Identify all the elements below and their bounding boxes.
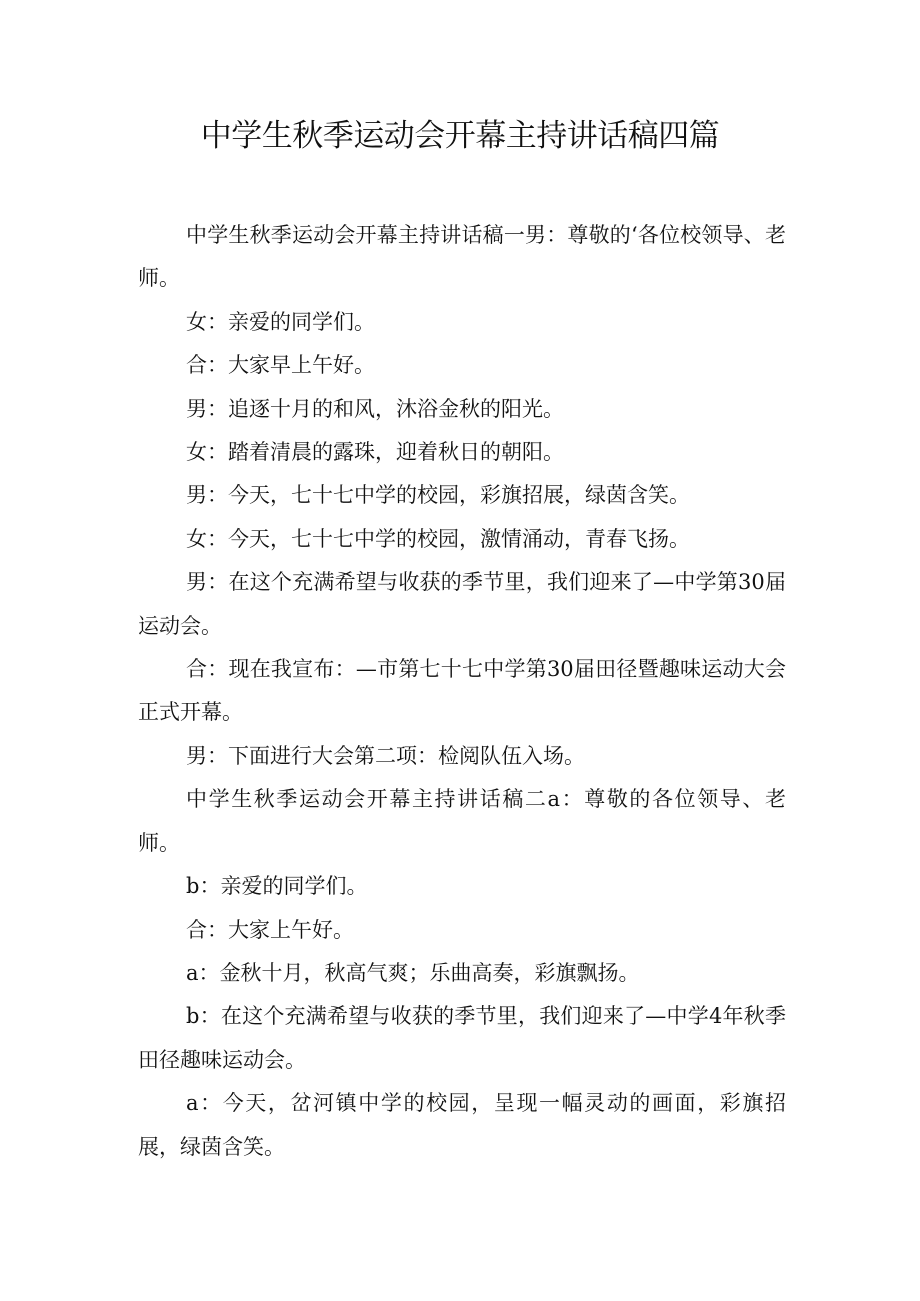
document-title: 中学生秋季运动会开幕主持讲话稿四篇 [200,118,720,154]
paragraph: 女：亲爱的同学们。 [186,309,375,334]
paragraph: 男：下面进行大会第二项：检阅队伍入场。 [186,743,585,768]
paragraph: 女：踏着清晨的露珠，迎着秋日的朝阳。 [186,440,564,465]
paragraph: 合：大家上午好。 [186,917,354,942]
paragraph: 中学生秋季运动会开幕主持讲话稿一男：尊敬的‘各位校领导、老师。 [138,223,786,291]
paragraph: 合：现在我宣布：—市第七十七中学第30届田径暨趣味运动大会正式开幕。 [138,657,786,725]
paragraph: 女：今天，七十七中学的校园，激情涌动，青春飞扬。 [186,526,690,551]
document-body [138,214,786,1169]
paragraph: a：金秋十月，秋高气爽；乐曲高奏，彩旗飘扬。 [186,960,640,985]
paragraph: 合：大家早上午好。 [186,353,375,378]
paragraph: 男：在这个充满希望与收获的季节里，我们迎来了—中学第30届运动会。 [138,570,786,638]
paragraph: a：今天，岔河镇中学的校园，呈现一幅灵动的画面，彩旗招展，绿茵含笑。 [138,1091,786,1159]
paragraph: 男：今天，七十七中学的校园，彩旗招展，绿茵含笑。 [186,483,690,508]
paragraph: b：亲爱的同学们。 [186,874,368,899]
paragraph: b：在这个充满希望与收获的季节里，我们迎来了—中学4年秋季田径趣味运动会。 [138,1004,786,1072]
paragraph: 男：追逐十月的和风，沐浴金秋的阳光。 [186,396,564,421]
paragraph: 中学生秋季运动会开幕主持讲话稿二a：尊敬的各位领导、老师。 [138,787,786,855]
